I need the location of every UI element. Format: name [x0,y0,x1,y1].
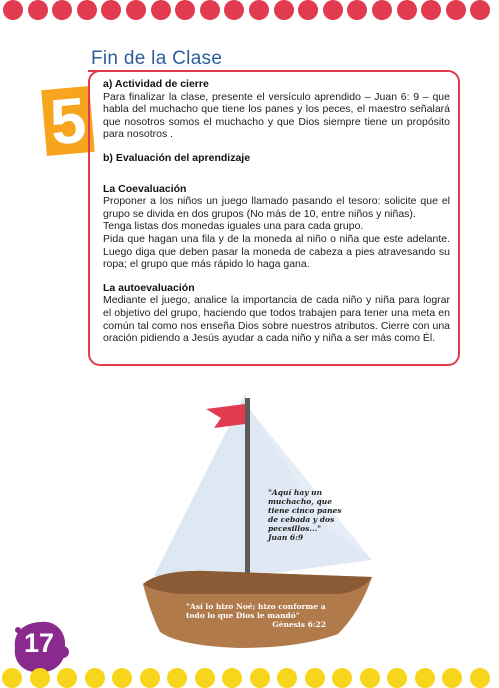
border-dot [360,668,380,688]
coevaluation-text-3: Pida que hagan una fila y de la moneda al niño o niña que este adelante. Luego diga que deben pasar la moneda de cabeza a pies atravesando su ropa; el grupo que más rápido lo haga gana. [103,232,450,271]
hull-quote-ref: Génesis 6:22 [272,620,326,629]
border-dot [305,668,325,688]
border-dot [470,668,490,688]
coevaluation-heading: La Coevaluación [103,182,187,195]
closing-activity-heading: a) Actividad de cierre [103,78,209,90]
border-dot [140,668,160,688]
border-dot [57,668,77,688]
coevaluation-text-1: Proponer a los niños un juego llamado pasando el tesoro: solicite que el grupo se divida en dos grupos (No más de 10, entre niños y niñas). [103,195,450,220]
section-number: 5 [47,83,89,159]
hull-quote-text: "Así lo hizo Noé; hizo conforme a todo lo que Dios le mandó" [186,602,326,620]
border-dot [415,668,435,688]
mast [245,398,250,594]
autoevaluation-heading: La autoevaluación [103,281,195,294]
border-dot [222,668,242,688]
closing-activity-text: Para finalizar la clase, presente el versículo aprendido – Juan 6: 9 – que habla del muchacho que tiene los panes y los peces, el maestro señalará que nosotros somos el muchacho y que Dios siempre tiene un propósito para nosotros . [103,90,450,141]
border-dot [85,668,105,688]
border-dot [387,668,407,688]
border-dot [2,668,22,688]
border-dot [332,668,352,688]
border-dot [277,668,297,688]
sail-quote-ref: Juan 6:9 [268,533,304,542]
autoevaluation-text: Mediante el juego, analice la importancia de cada niño y niña para lograr el objetivo del grupo, haciendo que todos trabajen para tener una meta en común tal como nos enseña Dios sobre nuestros atributos. Cierre con una oración pidiendo a Jesús ayudar a cada niño y niña a ser más como Él. [103,294,450,345]
sail-quote-text: "Aquí hay un muchacho, que tiene cinco panes de cebada y dos pecesillos..." [268,488,342,533]
border-dot [250,668,270,688]
bottom-dot-border [0,666,499,688]
border-dot [442,668,462,688]
border-dot [30,668,50,688]
section-title: Fin de la Clase [91,48,223,69]
coevaluation-text-2: Tenga listas dos monedas iguales una para cada grupo. [103,220,364,233]
border-dot [167,668,187,688]
border-dot [112,668,132,688]
border-dot [195,668,215,688]
page-number: 17 [23,628,55,658]
hull-quote [186,602,336,629]
sail-quote [268,488,344,542]
hull-rim [143,571,372,594]
flag [206,404,245,428]
evaluation-heading: b) Evaluación del aprendizaje [103,151,251,164]
